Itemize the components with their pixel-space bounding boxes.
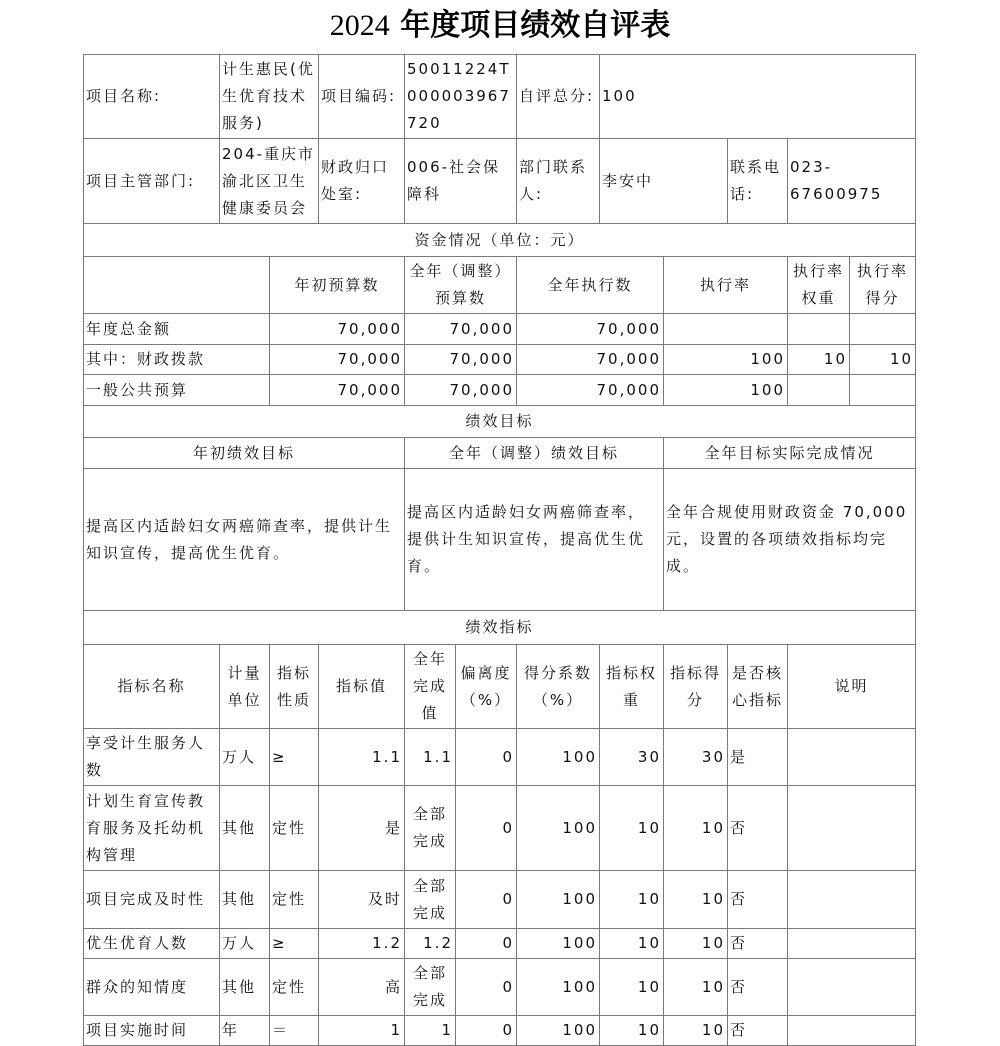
ind-weight: 10 bbox=[600, 959, 664, 1016]
self-score-label: 自评总分: bbox=[517, 55, 600, 139]
ind-unit: 其他 bbox=[220, 786, 270, 871]
ind-unit: 年 bbox=[220, 1016, 270, 1046]
funds-rate: 100 bbox=[664, 375, 788, 406]
funds-score bbox=[850, 375, 916, 406]
goal-actual-text: 全年合规使用财政资金 70,000 元，设置的各项绩效指标均完成。 bbox=[664, 469, 916, 611]
phone-label: 联系电话: bbox=[728, 139, 788, 224]
ind-core: 否 bbox=[728, 1016, 788, 1046]
funds-header-blank bbox=[84, 257, 270, 314]
ind-deviation: 0 bbox=[456, 786, 517, 871]
ind-header-deviation: 偏离度（%） bbox=[456, 645, 517, 729]
ind-note bbox=[788, 729, 916, 786]
funds-executed: 70,000 bbox=[517, 375, 664, 406]
funds-executed: 70,000 bbox=[517, 345, 664, 375]
ind-unit: 其他 bbox=[220, 871, 270, 929]
ind-nature: 定性 bbox=[270, 786, 319, 871]
ind-actual: 1 bbox=[405, 1016, 456, 1046]
ind-deviation: 0 bbox=[456, 929, 517, 959]
ind-note bbox=[788, 929, 916, 959]
funds-initial: 70,000 bbox=[270, 345, 405, 375]
finance-office-label: 财政归口处室: bbox=[319, 139, 405, 224]
ind-header-name: 指标名称 bbox=[84, 645, 220, 729]
title-year: 2024 bbox=[329, 9, 390, 42]
ind-weight: 30 bbox=[600, 729, 664, 786]
funds-rate bbox=[664, 314, 788, 345]
dept-label: 项目主管部门: bbox=[84, 139, 220, 224]
funds-row-label: 一般公共预算 bbox=[84, 375, 270, 406]
ind-score: 10 bbox=[664, 929, 728, 959]
ind-header-actual: 全年完成值 bbox=[405, 645, 456, 729]
ind-core: 否 bbox=[728, 871, 788, 929]
ind-target: 1.2 bbox=[319, 929, 405, 959]
ind-actual: 1.1 bbox=[405, 729, 456, 786]
ind-nature: ≥ bbox=[270, 729, 319, 786]
contact-label: 部门联系人: bbox=[517, 139, 600, 224]
funds-section-title: 资金情况（单位：元） bbox=[84, 224, 916, 257]
ind-target: 及时 bbox=[319, 871, 405, 929]
ind-note bbox=[788, 1016, 916, 1046]
goal-adjusted-text: 提高区内适龄妇女两癌筛查率，提供计生知识宣传，提高优生优育。 bbox=[405, 469, 664, 611]
goals-content-row bbox=[84, 469, 916, 611]
ind-name: 计划生育宣传教育服务及托幼机构管理 bbox=[84, 786, 220, 871]
funds-row-label: 其中：财政拨款 bbox=[84, 345, 270, 375]
funds-initial: 70,000 bbox=[270, 375, 405, 406]
indicator-row bbox=[84, 871, 916, 929]
project-name-label: 项目名称: bbox=[84, 55, 220, 139]
indicator-row bbox=[84, 929, 916, 959]
funds-header-adjusted: 全年（调整）预算数 bbox=[405, 257, 517, 314]
ind-note bbox=[788, 871, 916, 929]
goals-header-actual: 全年目标实际完成情况 bbox=[664, 438, 916, 469]
funds-row bbox=[84, 314, 916, 345]
ind-name: 项目完成及时性 bbox=[84, 871, 220, 929]
ind-unit: 万人 bbox=[220, 729, 270, 786]
project-info-row bbox=[84, 55, 916, 139]
finance-office-value: 006-社会保障科 bbox=[405, 139, 517, 224]
project-code-label: 项目编码: bbox=[319, 55, 405, 139]
ind-score: 10 bbox=[664, 959, 728, 1016]
ind-actual: 全部完成 bbox=[405, 959, 456, 1016]
dept-value: 204-重庆市渝北区卫生健康委员会 bbox=[220, 139, 319, 224]
ind-coef: 100 bbox=[517, 729, 600, 786]
phone-value: 023-67600975 bbox=[788, 139, 916, 224]
ind-header-core: 是否核心指标 bbox=[728, 645, 788, 729]
funds-weight: 10 bbox=[788, 345, 850, 375]
ind-score: 10 bbox=[664, 871, 728, 929]
goals-header-row bbox=[84, 438, 916, 469]
ind-deviation: 0 bbox=[456, 959, 517, 1016]
ind-core: 是 bbox=[728, 729, 788, 786]
ind-nature: ＝ bbox=[270, 1016, 319, 1046]
funds-header-rate: 执行率 bbox=[664, 257, 788, 314]
ind-header-unit: 计量单位 bbox=[220, 645, 270, 729]
page-title bbox=[0, 6, 1000, 46]
funds-row bbox=[84, 375, 916, 406]
ind-target: 1.1 bbox=[319, 729, 405, 786]
ind-core: 否 bbox=[728, 959, 788, 1016]
ind-name: 优生优育人数 bbox=[84, 929, 220, 959]
evaluation-table bbox=[83, 54, 916, 1046]
ind-coef: 100 bbox=[517, 786, 600, 871]
ind-header-note: 说明 bbox=[788, 645, 916, 729]
ind-unit: 万人 bbox=[220, 929, 270, 959]
funds-weight bbox=[788, 375, 850, 406]
funds-header-weight: 执行率权重 bbox=[788, 257, 850, 314]
goals-section-title: 绩效目标 bbox=[84, 406, 916, 438]
funds-header-executed: 全年执行数 bbox=[517, 257, 664, 314]
ind-header-weight: 指标权重 bbox=[600, 645, 664, 729]
ind-score: 30 bbox=[664, 729, 728, 786]
ind-actual: 全部完成 bbox=[405, 786, 456, 871]
goals-header-initial: 年初绩效目标 bbox=[84, 438, 405, 469]
funds-score: 10 bbox=[850, 345, 916, 375]
funds-initial: 70,000 bbox=[270, 314, 405, 345]
indicator-row bbox=[84, 1016, 916, 1046]
ind-nature: 定性 bbox=[270, 871, 319, 929]
ind-deviation: 0 bbox=[456, 729, 517, 786]
ind-core: 否 bbox=[728, 786, 788, 871]
funds-header-score: 执行率得分 bbox=[850, 257, 916, 314]
ind-coef: 100 bbox=[517, 959, 600, 1016]
funds-rate: 100 bbox=[664, 345, 788, 375]
indicator-row bbox=[84, 786, 916, 871]
ind-header-target: 指标值 bbox=[319, 645, 405, 729]
ind-weight: 10 bbox=[600, 871, 664, 929]
project-name-value: 计生惠民(优生优育技术服务) bbox=[220, 55, 319, 139]
funds-adjusted: 70,000 bbox=[405, 314, 517, 345]
funds-row-label: 年度总金额 bbox=[84, 314, 270, 345]
ind-header-nature: 指标性质 bbox=[270, 645, 319, 729]
indicators-section-title: 绩效指标 bbox=[84, 611, 916, 645]
ind-coef: 100 bbox=[517, 1016, 600, 1046]
ind-score: 10 bbox=[664, 786, 728, 871]
ind-unit: 其他 bbox=[220, 959, 270, 1016]
ind-weight: 10 bbox=[600, 1016, 664, 1046]
ind-weight: 10 bbox=[600, 786, 664, 871]
ind-deviation: 0 bbox=[456, 1016, 517, 1046]
indicators-header-row bbox=[84, 645, 916, 729]
department-row bbox=[84, 139, 916, 224]
ind-note bbox=[788, 959, 916, 1016]
ind-core: 否 bbox=[728, 929, 788, 959]
funds-row bbox=[84, 345, 916, 375]
ind-nature: ≥ bbox=[270, 929, 319, 959]
self-score-value: 100 bbox=[600, 55, 916, 139]
ind-name: 享受计生服务人数 bbox=[84, 729, 220, 786]
ind-note bbox=[788, 786, 916, 871]
funds-header-initial: 年初预算数 bbox=[270, 257, 405, 314]
ind-target: 1 bbox=[319, 1016, 405, 1046]
goals-header-adjusted: 全年（调整）绩效目标 bbox=[405, 438, 664, 469]
funds-adjusted: 70,000 bbox=[405, 375, 517, 406]
ind-score: 10 bbox=[664, 1016, 728, 1046]
project-code-value: 50011224T000003967720 bbox=[405, 55, 517, 139]
title-text: 年度项目绩效自评表 bbox=[400, 8, 671, 43]
ind-header-score: 指标得分 bbox=[664, 645, 728, 729]
goal-initial-text: 提高区内适龄妇女两癌筛查率，提供计生知识宣传，提高优生优育。 bbox=[84, 469, 405, 611]
ind-deviation: 0 bbox=[456, 871, 517, 929]
funds-weight bbox=[788, 314, 850, 345]
ind-actual: 1.2 bbox=[405, 929, 456, 959]
funds-executed: 70,000 bbox=[517, 314, 664, 345]
ind-weight: 10 bbox=[600, 929, 664, 959]
ind-coef: 100 bbox=[517, 871, 600, 929]
ind-actual: 全部完成 bbox=[405, 871, 456, 929]
ind-name: 项目实施时间 bbox=[84, 1016, 220, 1046]
contact-value: 李安中 bbox=[600, 139, 728, 224]
funds-adjusted: 70,000 bbox=[405, 345, 517, 375]
ind-nature: 定性 bbox=[270, 959, 319, 1016]
ind-header-coef: 得分系数（%） bbox=[517, 645, 600, 729]
indicator-row bbox=[84, 729, 916, 786]
funds-header-row bbox=[84, 257, 916, 314]
ind-target: 是 bbox=[319, 786, 405, 871]
ind-target: 高 bbox=[319, 959, 405, 1016]
ind-coef: 100 bbox=[517, 929, 600, 959]
funds-score bbox=[850, 314, 916, 345]
indicator-row bbox=[84, 959, 916, 1016]
ind-name: 群众的知情度 bbox=[84, 959, 220, 1016]
